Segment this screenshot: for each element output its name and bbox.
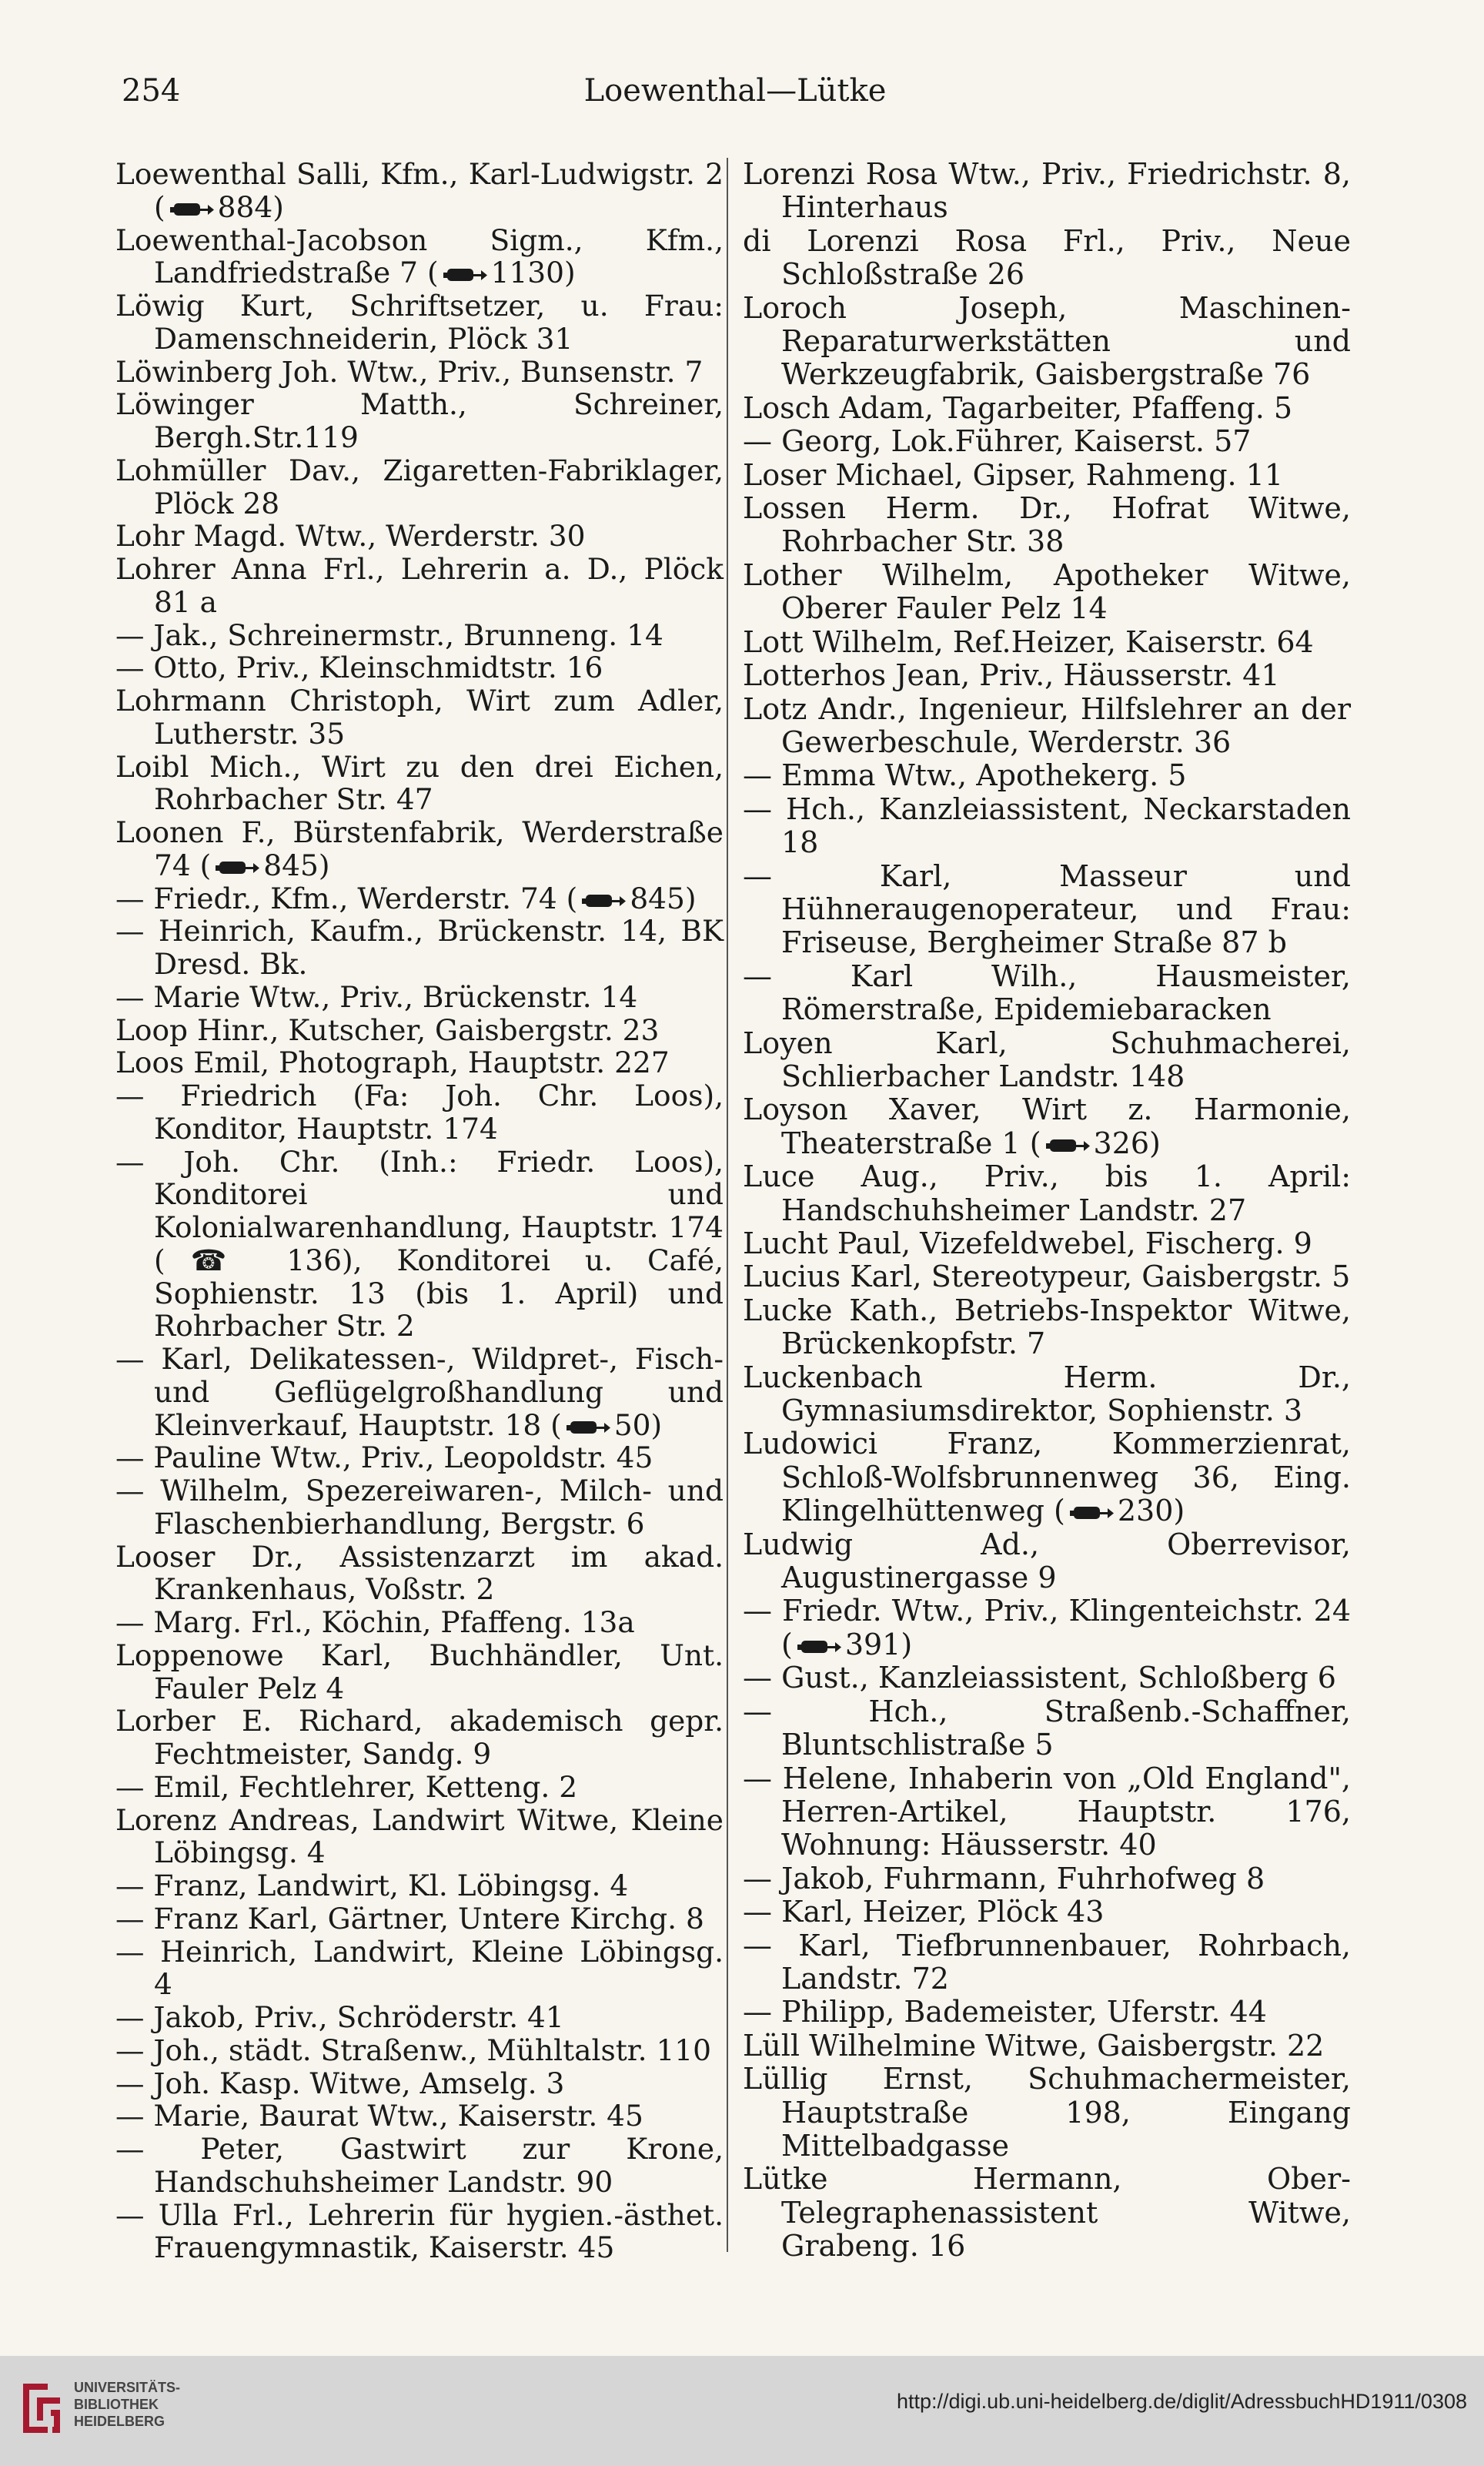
directory-entry [115, 1474, 724, 1541]
directory-entry [115, 289, 724, 356]
entry-text: — Emma Wtw., Apothekerg. 5 [743, 758, 1187, 793]
institution-line: UNIVERSITÄTS- [74, 2380, 181, 2395]
phone-number: 230 [1117, 1494, 1174, 1528]
entry-text: Lohr Magd. Wtw., Werderstr. 30 [115, 519, 586, 554]
directory-entry [115, 388, 724, 454]
entry-text: Lüllig Ernst, Schuhmachermeister, Hauptstraße 198, Eingang Mittelbadgasse [743, 2062, 1351, 2163]
directory-entry [115, 1541, 724, 1607]
entry-text: Lother Wilhelm, Apotheker Witwe, Oberer Fauler Pelz 14 [743, 557, 1351, 626]
entry-text: Looser Dr., Assistenzarzt im akad. Krankenhaus, Voßstr. 2 [115, 1539, 724, 1607]
directory-entry: — Karl, Delikatessen-, Wildpret-, Fisch- und Geflügelgroßhandlung und Kleinverkauf, Hauptstr. 18 ( 50) [115, 1342, 724, 1442]
phone-number: 1130 [490, 256, 565, 290]
left-column [115, 158, 724, 2264]
entry-text: — Karl Wilh., Hausmeister, Römerstraße, Epidemiebaracken [743, 959, 1351, 1027]
directory-entry [743, 392, 1351, 425]
directory-entry [115, 1441, 724, 1474]
entry-text: — Emil, Fechtlehrer, Ketteng. 2 [115, 1769, 578, 1804]
entry-text: — Karl, Delikatessen-, Wildpret-, Fisch- und Geflügelgroßhandlung und Kleinverkauf, Hauptstr. 18 [115, 1342, 724, 1442]
entry-text: — Jakob, Priv., Schröderstr. 41 [115, 2000, 564, 2034]
phone-number: 326 [1093, 1126, 1150, 1160]
entry-text: Löwinger Matth., Schreiner, Bergh.Str.119 [115, 387, 724, 454]
entry-text: Lorenzi Rosa Wtw., Priv., Friedrichstr. 8, Hinterhaus [743, 157, 1351, 225]
directory-entry [743, 1929, 1351, 1996]
directory-entry [743, 2029, 1351, 2063]
institution-line: HEIDELBERG [74, 2414, 165, 2429]
entry-text: — Pauline Wtw., Priv., Leopoldstr. 45 [115, 1440, 653, 1475]
directory-entry [115, 520, 724, 553]
directory-entry [115, 2034, 724, 2067]
entry-text: di Lorenzi Rosa Frl., Priv., Neue Schloßstraße 26 [743, 223, 1351, 292]
directory-entry: — Friedr. Wtw., Priv., Klingenteichstr. 24 ( 391) [743, 1594, 1351, 1661]
entry-text: Loyson Xaver, Wirt z. Harmonie, Theaterstraße 1 [743, 1092, 1351, 1160]
directory-entry [743, 1160, 1351, 1227]
entry-text: Löwinberg Joh. Wtw., Priv., Bunsenstr. 7 [115, 354, 704, 389]
directory-entry [743, 2063, 1351, 2163]
directory-entry [743, 1896, 1351, 1929]
entry-text: — Jak., Schreinermstr., Brunneng. 14 [115, 617, 663, 652]
directory-entry [115, 1902, 724, 1936]
directory-entry [115, 1046, 724, 1079]
entry-text: — Philipp, Bademeister, Uferstr. 44 [743, 1995, 1267, 2029]
entry-text: — Marie, Baurat Wtw., Kaiserstr. 45 [115, 2099, 643, 2133]
entry-text: — Wilhelm, Spezereiwaren-, Milch- und Flaschenbierhandlung, Bergstr. 6 [115, 1474, 724, 1541]
directory-entry: Ludowici Franz, Kommerzienrat, Schloß-Wolfsbrunnenweg 36, Eing. Klingelhüttenweg ( 230) [743, 1427, 1351, 1528]
entry-text: Lohrer Anna Frl., Lehrerin a. D., Plöck 81 a [115, 552, 724, 619]
entry-text: — Helene, Inhaberin von „Old England", Herren-Artikel, Hauptstr. 176, Wohnung: Häusserstr. 40 [743, 1761, 1351, 1862]
directory-entry [743, 759, 1351, 792]
entry-text: — Peter, Gastwirt zur Krone, Handschuhsheimer Landstr. 90 [115, 2132, 724, 2199]
entry-text: Loroch Joseph, Maschinen-Reparaturwerkstätten und Werkzeugfabrik, Gaisbergstraße 76 [743, 290, 1351, 392]
telephone-icon [797, 1638, 842, 1656]
entry-text: Ludowici Franz, Kommerzienrat, Schloß-Wolfsbrunnenweg 36, Eing. Klingelhüttenweg [743, 1427, 1351, 1528]
directory-entry [115, 1079, 724, 1146]
entry-text: — Joh., städt. Straßenw., Mühltalstr. 110 [115, 2033, 712, 2067]
directory-entry [743, 1695, 1351, 1762]
directory-entry [115, 1936, 724, 2002]
phone-number: 884 [217, 189, 273, 224]
entry-text: Lucke Kath., Betriebs-Inspektor Witwe, Brückenkopfstr. 7 [743, 1293, 1351, 1361]
entry-text: Lotterhos Jean, Priv., Häusserstr. 41 [743, 658, 1280, 693]
page-header [115, 73, 1355, 119]
entry-text: — Heinrich, Landwirt, Kleine Löbingsg. 4 [115, 1934, 724, 2002]
phone-number: 391 [844, 1627, 901, 1661]
telephone-icon [170, 200, 215, 219]
entry-text: — Marg. Frl., Köchin, Pfaffeng. 13a [115, 1605, 635, 1639]
entry-text: — Joh. Kasp. Witwe, Amselg. 3 [115, 2066, 565, 2100]
directory-entry [743, 225, 1351, 292]
entry-text: — Karl, Masseur und Hühneraugenoperateur, und Frau: Friseuse, Bergheimer Straße 87 b [743, 858, 1351, 960]
directory-entry [115, 619, 724, 652]
directory-entry [743, 860, 1351, 960]
entry-text: Losch Adam, Tagarbeiter, Pfaffeng. 5 [743, 390, 1293, 425]
directory-entry [743, 1260, 1351, 1293]
directory-entry [743, 292, 1351, 392]
directory-entry: Loyson Xaver, Wirt z. Harmonie, Theaterstraße 1 ( 326) [743, 1092, 1351, 1160]
entry-text: Lohrmann Christoph, Wirt zum Adler, Lutherstr. 35 [115, 684, 724, 751]
telephone-icon [1046, 1136, 1091, 1155]
entry-text: Luckenbach Herm. Dr., Gymnasiumsdirektor, Sophienstr. 3 [743, 1360, 1351, 1428]
directory-entry [115, 1869, 724, 1902]
telephone-icon [216, 858, 260, 877]
directory-entry [743, 693, 1351, 760]
entry-text: Löwig Kurt, Schriftsetzer, u. Frau: Damenschneiderin, Plöck 31 [115, 289, 724, 356]
directory-entry [115, 751, 724, 817]
directory-entry [743, 1661, 1351, 1695]
directory-entry [115, 2067, 724, 2100]
source-url-link[interactable]: http://digi.ub.uni-heidelberg.de/diglit/AdressbuchHD1911/0308 [897, 2390, 1467, 2413]
directory-entry [743, 425, 1351, 458]
directory-entry [743, 1862, 1351, 1896]
entry-text: Lucht Paul, Vizefeldwebel, Fischerg. 9 [743, 1226, 1312, 1260]
directory-entry [115, 553, 724, 619]
entry-text: Luce Aug., Priv., bis 1. April: Handschuhsheimer Landstr. 27 [743, 1159, 1351, 1227]
directory-entry [115, 1606, 724, 1639]
entry-text: Loop Hinr., Kutscher, Gaisbergstr. 23 [115, 1012, 660, 1047]
entry-text: — Karl, Tiefbrunnenbauer, Rohrbach, Landstr. 72 [743, 1928, 1351, 1996]
entry-text: — Ulla Frl., Lehrerin für hygien.-ästhet. Frauengymnastik, Kaiserstr. 45 [115, 2197, 724, 2265]
right-column [743, 158, 1351, 2264]
entry-text: — Otto, Priv., Kleinschmidtstr. 16 [115, 651, 603, 685]
directory-entry [115, 1014, 724, 1047]
directory-entry [743, 1996, 1351, 2029]
entry-text: — Friedr. Wtw., Priv., Klingenteichstr. 24 [743, 1594, 1351, 1628]
directory-entry: Loonen F., Bürstenfabrik, Werderstraße 74 ( 845) [115, 815, 724, 882]
entry-text: — Karl, Heizer, Plöck 43 [743, 1895, 1105, 1929]
entry-text: — Jakob, Fuhrmann, Fuhrhofweg 8 [743, 1861, 1265, 1896]
institution-name [74, 2379, 180, 2430]
directory-entry [115, 684, 724, 751]
entry-text: — Georg, Lok.Führer, Kaiserst. 57 [743, 424, 1252, 459]
column-divider [727, 158, 728, 2252]
entry-text: Lüll Wilhelmine Witwe, Gaisbergstr. 22 [743, 2028, 1325, 2063]
directory-entry [743, 793, 1351, 860]
directory-entry [743, 158, 1351, 225]
entry-text: Loser Michael, Gipser, Rahmeng. 11 [743, 457, 1284, 492]
entry-text: — Hch., Straßenb.-Schaffner, Bluntschlistraße 5 [743, 1694, 1351, 1762]
directory-entry: Loewenthal-Jacobson Sigm., Kfm., Landfriedstraße 7 ( 1130) [115, 223, 724, 290]
entry-text: Lorenz Andreas, Landwirt Witwe, Kleine Löbingsg. 4 [115, 1802, 724, 1870]
directory-entry [115, 454, 724, 520]
directory-entry [743, 960, 1351, 1027]
directory-entry [115, 1146, 724, 1343]
directory-entry [743, 1361, 1351, 1428]
entry-text: Lütke Hermann, Ober-Telegraphenassistent Witwe, Grabeng. 16 [743, 2162, 1351, 2264]
directory-entry [115, 356, 724, 389]
phone-number: 845 [630, 881, 685, 915]
entry-text: Lucius Karl, Stereotypeur, Gaisbergstr. 5 [743, 1260, 1351, 1294]
telephone-icon [443, 266, 488, 284]
telephone-icon [1070, 1504, 1115, 1522]
telephone-icon [567, 1418, 611, 1437]
directory-entry [115, 1771, 724, 1804]
entry-text: — Hch., Kanzleiassistent, Neckarstaden 18 [743, 791, 1351, 860]
directory-entry [743, 1528, 1351, 1595]
entry-text: Loonen F., Bürstenfabrik, Werderstraße 74 [115, 815, 724, 882]
phone-number: 50 [613, 1407, 651, 1442]
telephone-icon [582, 892, 627, 910]
page-number: 254 [122, 73, 181, 109]
phone-number: 845 [263, 848, 319, 882]
entry-text: — Friedrich (Fa: Joh. Chr. Loos), Konditor, Hauptstr. 174 [115, 1079, 724, 1146]
entry-text: — Gust., Kanzleiassistent, Schloßberg 6 [743, 1661, 1336, 1695]
footer-bar [0, 2356, 1484, 2466]
directory-entry [743, 1027, 1351, 1094]
entry-text: Lotz Andr., Ingenieur, Hilfslehrer an der Gewerbeschule, Werderstr. 36 [743, 691, 1351, 759]
directory-entry [743, 659, 1351, 692]
directory-entry [115, 1639, 724, 1705]
directory-entry [115, 1705, 724, 1771]
institution-line: BIBLIOTHEK [74, 2397, 159, 2412]
entry-text: — Joh. Chr. (Inh.: Friedr. Loos), Konditorei und Kolonialwarenhandlung, Hauptstr. 174 (☎ 136), Konditorei u. Café, Sophienstr. 13 (bis 1. April) und Rohrbacher Str. 2 [115, 1144, 724, 1343]
directory-entry [115, 1804, 724, 1870]
directory-entry [743, 2163, 1351, 2263]
entry-text: — Friedr., Kfm., Werderstr. 74 [115, 881, 557, 915]
entry-text: — Heinrich, Kaufm., Brückenstr. 14, BK Dresd. Bk. [115, 914, 724, 981]
directory-entry [743, 626, 1351, 659]
directory-entry [115, 2001, 724, 2034]
directory-entry [115, 2100, 724, 2133]
directory-entry [115, 651, 724, 684]
entry-text: Ludwig Ad., Oberrevisor, Augustinergasse 9 [743, 1527, 1351, 1595]
entry-text: Loppenowe Karl, Buchhändler, Unt. Fauler Pelz 4 [115, 1638, 724, 1705]
entry-text: Loewenthal Salli, Kfm., Karl-Ludwigstr. 2 [115, 157, 724, 191]
directory-entry [743, 559, 1351, 626]
entry-text: Loibl Mich., Wirt zu den drei Eichen, Rohrbacher Str. 47 [115, 749, 724, 817]
entry-text: Lott Wilhelm, Ref.Heizer, Kaiserstr. 64 [743, 624, 1314, 659]
library-logo-icon [17, 2379, 66, 2438]
directory-entry [743, 459, 1351, 492]
entry-text: Loos Emil, Photograph, Hauptstr. 227 [115, 1046, 670, 1080]
running-title: Loewenthal—Lütke [583, 73, 887, 109]
directory-entry [115, 981, 724, 1014]
entry-text: Loewenthal-Jacobson Sigm., Kfm., Landfriedstraße 7 [115, 223, 724, 290]
directory-entry [115, 915, 724, 981]
directory-entry: Loewenthal Salli, Kfm., Karl-Ludwigstr. 2 ( 884) [115, 157, 724, 224]
directory-entry [743, 1227, 1351, 1260]
entry-text: Lorber E. Richard, akademisch gepr. Fechtmeister, Sandg. 9 [115, 1704, 724, 1771]
entry-text: Lohmüller Dav., Zigaretten-Fabriklager, Plöck 28 [115, 453, 724, 520]
directory-entry [743, 1762, 1351, 1862]
directory-entry [115, 2133, 724, 2199]
entry-text: Loyen Karl, Schuhmacherei, Schlierbacher Landstr. 148 [743, 1026, 1351, 1093]
directory-entry: — Friedr., Kfm., Werderstr. 74 ( 845) [115, 881, 697, 915]
directory-entry [743, 492, 1351, 559]
entry-text: Lossen Herm. Dr., Hofrat Witwe, Rohrbacher Str. 38 [743, 491, 1351, 559]
directory-entry [115, 2199, 724, 2265]
entry-text: — Marie Wtw., Priv., Brückenstr. 14 [115, 979, 638, 1014]
directory-entry [743, 1294, 1351, 1361]
entry-text: — Franz, Landwirt, Kl. Löbingsg. 4 [115, 1869, 629, 1902]
entry-text: — Franz Karl, Gärtner, Untere Kirchg. 8 [115, 1901, 704, 1936]
